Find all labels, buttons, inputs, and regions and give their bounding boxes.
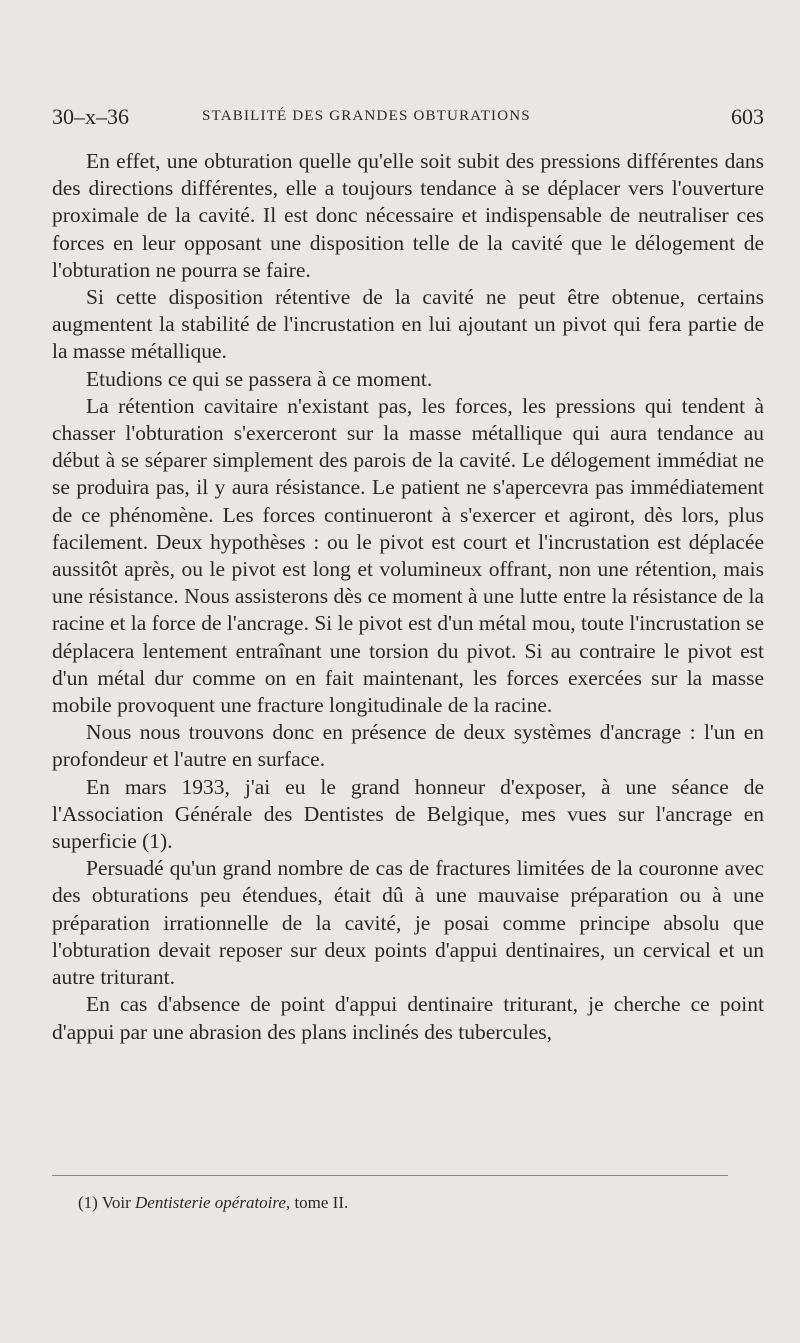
paragraph-7: Persuadé qu'un grand nombre de cas de fractures limitées de la couronne avec des obturations peu étendues, était dû à une mauvaise préparation ou à une préparation irrationnelle de la cavité, je posai comme principe absolu que l'obturation devait reposer sur deux points d'appui dentinaires, un cervical et un autre triturant.: [52, 856, 764, 990]
paragraph-3: Etudions ce qui se passera à ce moment.: [86, 366, 433, 391]
page-number: 603: [731, 104, 764, 129]
paragraph-1: En effet, une obturation quelle qu'elle soit subit des pressions différentes dans des directions différentes, elle a toujours tendance à se déplacer vers l'ouverture proximale de la cavité. Il est donc nécessaire et indispensable de neutraliser ces forces en leur opposant une disposition telle de la cavité que le délogement de l'obturation ne pourra se faire.: [52, 149, 764, 282]
footnote-title: Dentisterie opératoire,: [135, 1193, 291, 1212]
running-header: [52, 104, 764, 134]
paragraph-6: En mars 1933, j'ai eu le grand honneur d'exposer, à une séance de l'Association Générale des Dentistes de Belgique, mes vues sur l'ancrage en superficie (1).: [52, 774, 764, 854]
paragraph-4: La rétention cavitaire n'existant pas, les forces, les pressions qui tendent à chasser l'obturation s'exerceront sur la masse métallique qui aura tendance au début à se séparer simplement des parois de la cavité. Le délogement immédiat ne se produira pas, il y aura résistance. Le patient ne s'apercevra pas immédiatement de ce phénomène. Les forces continueront à s'exercer et agiront, dès lors, plus facilement. Deux hypothèses : ou le pivot est court et l'incrustation est déplacée aussitôt après, ou le pivot est long et volumineux offrant, non une rétention, mais une résistance. Nous assisterons dès ce moment à une lutte entre la résistance de la racine et la force de l'ancrage. Si le pivot est d'un métal mou, toute l'incrustation se déplacera lentement entraînant une torsion du pivot. Si au contraire le pivot est d'un métal dur comme on en fait maintenant, les forces exercées sur la masse mobile provoquent une fracture longitudinale de la racine.: [52, 393, 764, 718]
footnote-marker: (1) Voir: [78, 1193, 131, 1212]
header-title: STABILITÉ DES GRANDES OBTURATIONS: [202, 108, 531, 124]
paragraph-2: Si cette disposition rétentive de la cavité ne peut être obtenue, certains augmentent la stabilité de l'incrustation en lui ajoutant un pivot qui fera partie de la masse métallique.: [52, 285, 764, 364]
paragraph-8: En cas d'absence de point d'appui dentinaire triturant, je cherche ce point d'appui par une abrasion des plans inclinés des tubercules,: [52, 992, 764, 1044]
footnote-divider: [52, 1175, 728, 1176]
paragraph-5: Nous nous trouvons donc en présence de deux systèmes d'ancrage : l'un en profondeur et l'autre en surface.: [52, 720, 764, 772]
body-text: [52, 148, 764, 1046]
footnote-rest: tome II.: [294, 1193, 349, 1212]
header-date: 30–x–36: [52, 104, 129, 129]
footnote: [78, 1192, 738, 1214]
